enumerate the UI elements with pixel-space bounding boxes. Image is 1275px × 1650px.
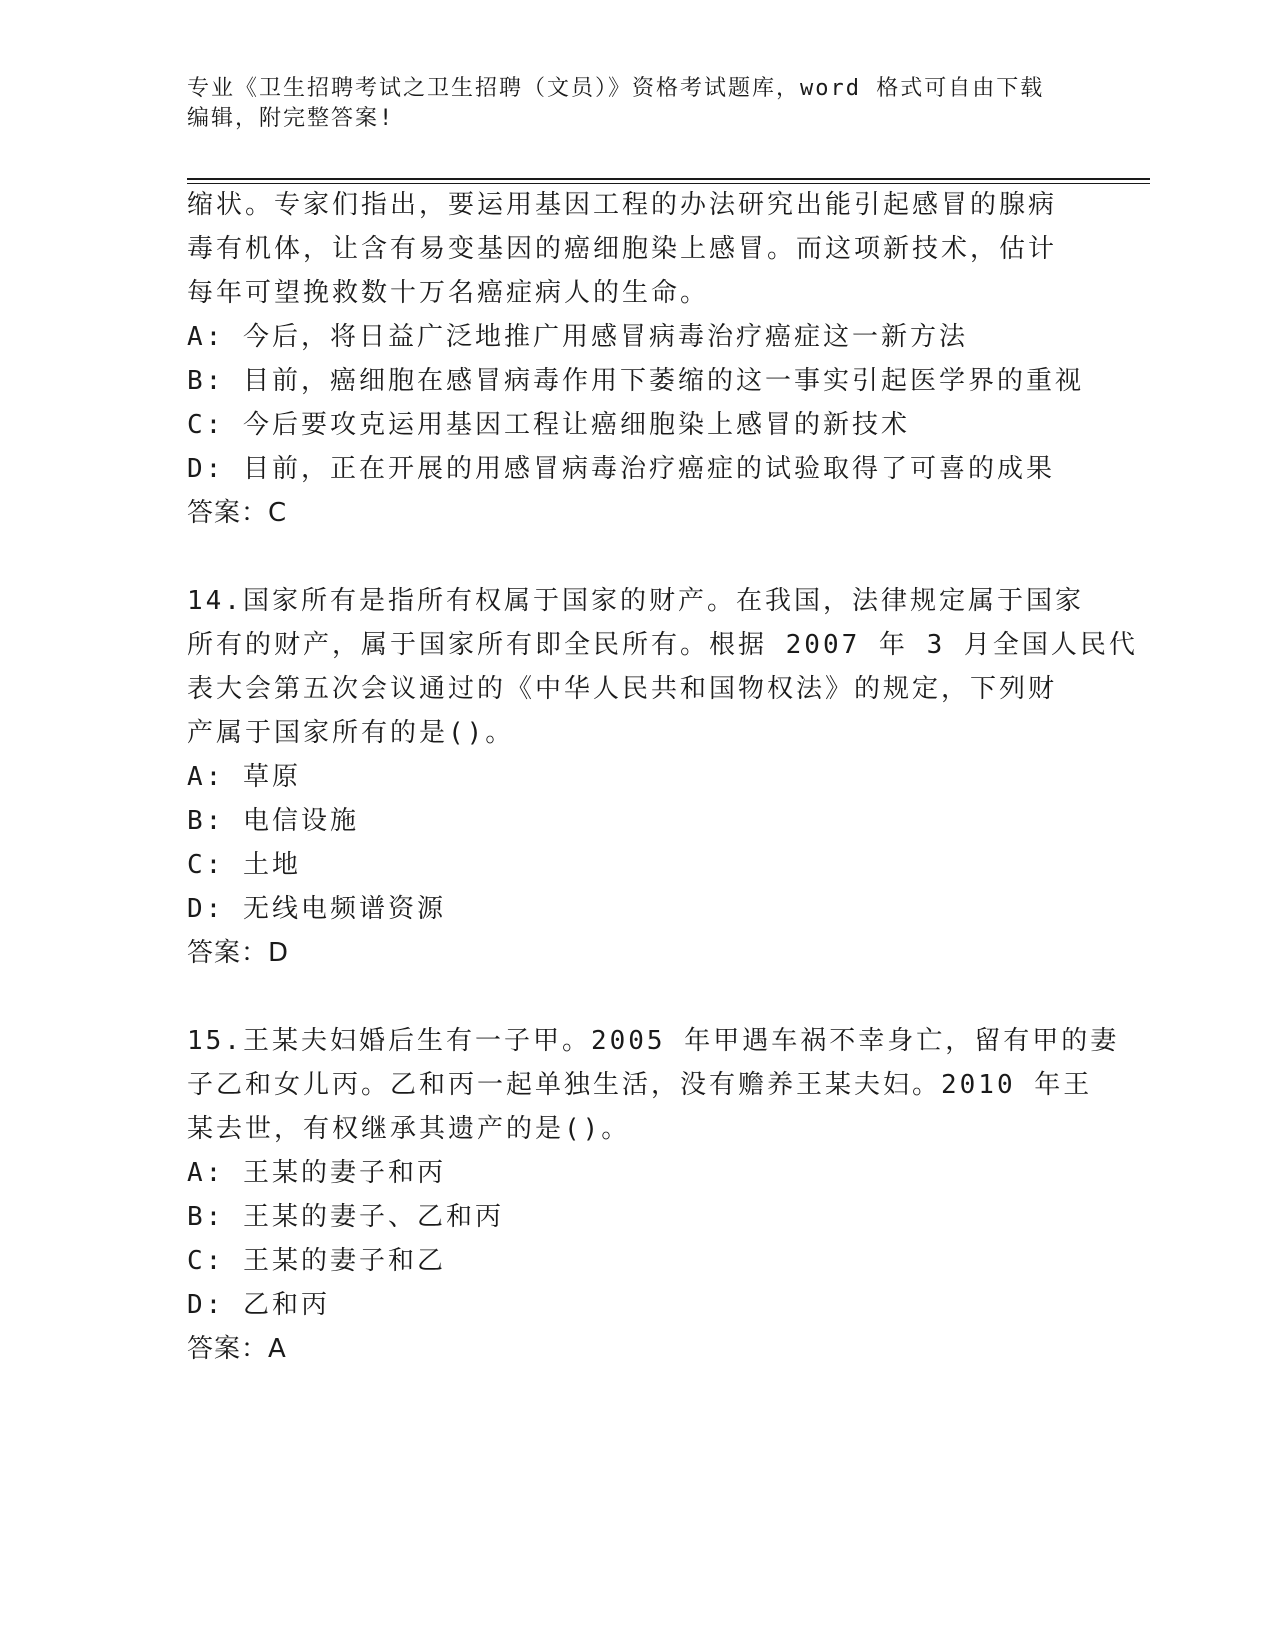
option-c: C: 今后要攻克运用基因工程让癌细胞染上感冒的新技术: [187, 410, 910, 440]
question-stem-line: 某去世，有权继承其遗产的是()。: [187, 1114, 631, 1144]
header-divider-thin: [187, 183, 1150, 184]
question-stem-line: 15.王某夫妇婚后生有一子甲。2005 年甲遇车祸不幸身亡，留有甲的妻: [187, 1026, 1120, 1056]
option-d: D: 无线电频谱资源: [187, 894, 446, 924]
option-d: D: 目前，正在开展的用感冒病毒治疗癌症的试验取得了可喜的成果: [187, 454, 1055, 484]
question-stem-line: 表大会第五次会议通过的《中华人民共和国物权法》的规定，下列财: [187, 674, 1058, 704]
answer-label: 答案：A: [187, 1334, 287, 1364]
question-stem-line: 14.国家所有是指所有权属于国家的财产。在我国，法律规定属于国家: [187, 586, 1084, 616]
question-stem-line: 每年可望挽救数十万名癌症病人的生命。: [187, 278, 710, 308]
document-header: [187, 74, 1087, 134]
header-divider-thick: [187, 178, 1150, 180]
question-stem-line: 缩状。专家们指出，要运用基因工程的办法研究出能引起感冒的腺病: [187, 190, 1058, 220]
option-a: A: 草原: [187, 762, 301, 792]
header-line-2: 编辑，附完整答案!: [187, 106, 395, 131]
option-b: B: 王某的妻子、乙和丙: [187, 1202, 504, 1232]
option-a: A: 王某的妻子和丙: [187, 1158, 446, 1188]
header-line-1: 专业《卫生招聘考试之卫生招聘（文员）》资格考试题库，word 格式可自由下载: [187, 76, 1045, 101]
question-stem-line: 产属于国家所有的是()。: [187, 718, 515, 748]
option-a: A: 今后，将日益广泛地推广用感冒病毒治疗癌症这一新方法: [187, 322, 968, 352]
option-b: B: 目前，癌细胞在感冒病毒作用下萎缩的这一事实引起医学界的重视: [187, 366, 1084, 396]
option-c: C: 土地: [187, 850, 301, 880]
answer-label: 答案：C: [187, 498, 288, 528]
option-d: D: 乙和丙: [187, 1290, 330, 1320]
question-stem-line: 子乙和女儿丙。乙和丙一起单独生活，没有赡养王某夫妇。2010 年王: [187, 1070, 1093, 1100]
option-b: B: 电信设施: [187, 806, 359, 836]
option-c: C: 王某的妻子和乙: [187, 1246, 446, 1276]
answer-label: 答案：D: [187, 938, 290, 968]
question-stem-line: 所有的财产，属于国家所有即全民所有。根据 2007 年 3 月全国人民代: [187, 630, 1138, 660]
question-stem-line: 毒有机体，让含有易变基因的癌细胞染上感冒。而这项新技术，估计: [187, 234, 1058, 264]
